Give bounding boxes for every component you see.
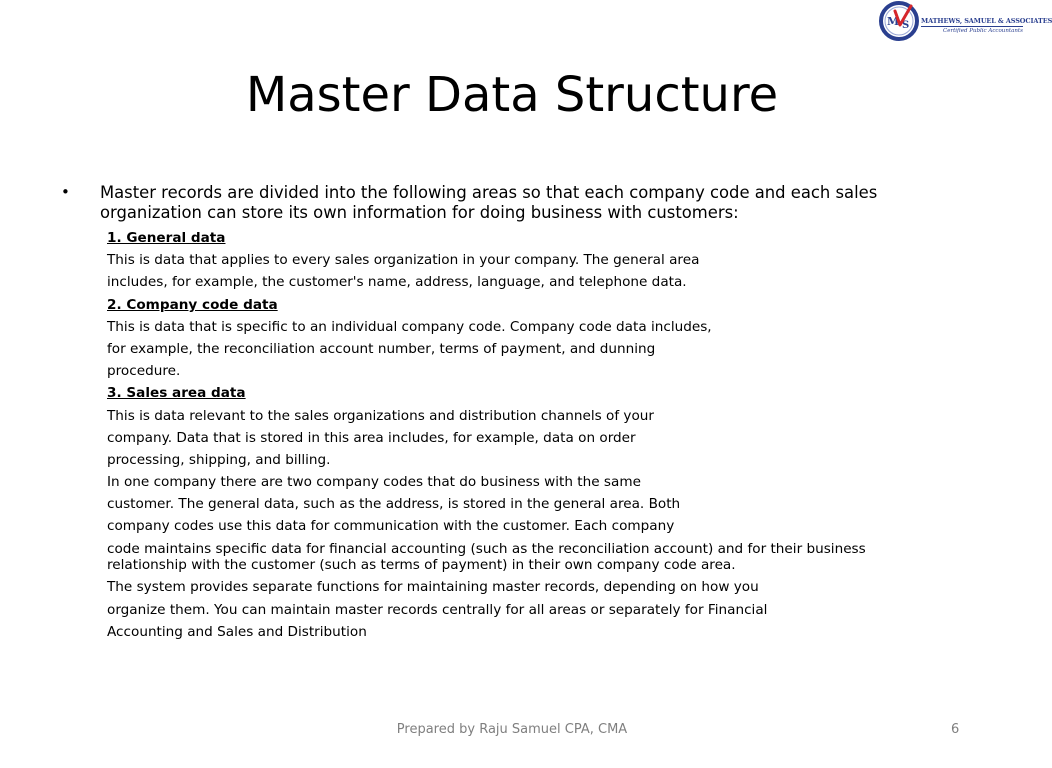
body-line: company codes use this data for communication with the customer. Each company xyxy=(107,518,675,535)
firm-logo xyxy=(877,1,1052,41)
footer-text: Prepared by Raju Samuel CPA, CMA xyxy=(396,722,628,737)
logo-firm-subtitle: Certified Public Accountants xyxy=(943,28,1023,34)
body-line: processing, shipping, and billing. xyxy=(107,451,331,468)
bullet-icon: • xyxy=(61,183,70,201)
svg-text:M: M xyxy=(887,15,900,28)
body-line: In one company there are two company codes that do business with the same xyxy=(107,474,641,491)
body-line: organize them. You can maintain master records centrally for all areas or separately for Financial xyxy=(107,601,768,618)
body-line: customer. The general data, such as the address, is stored in the general area. Both xyxy=(107,496,681,513)
section-heading-general-data: 1. General data xyxy=(107,230,226,246)
body-line: This is data that applies to every sales organization in your company. The general area xyxy=(107,252,700,269)
body-line: code maintains specific data for financial accounting (such as the reconciliation account) and for their business xyxy=(107,540,866,557)
slide-title: Master Data Structure xyxy=(245,67,779,123)
bullet-text: Master records are divided into the following areas so that each company code and each sales organization can store its own information for doing business with customers: xyxy=(100,183,878,222)
ms-monogram-icon xyxy=(877,1,921,41)
body-line: procedure. xyxy=(107,363,181,380)
section-heading-sales-area-data: 3. Sales area data xyxy=(107,385,246,402)
logo-firm-name: MATHEWS, SAMUEL & ASSOCIATES xyxy=(921,17,1052,25)
section-heading-company-code-data: 2. Company code data xyxy=(107,296,278,313)
logo-divider xyxy=(921,26,1023,27)
body-line: company. Data that is stored in this area includes, for example, data on order xyxy=(107,429,636,446)
svg-text:S: S xyxy=(902,20,910,31)
body-line: The system provides separate functions for maintaining master records, depending on how you xyxy=(107,579,759,596)
body-line: for example, the reconciliation account number, terms of payment, and dunning xyxy=(107,340,656,357)
body-line: This is data that is specific to an individual company code. Company code data includes, xyxy=(107,318,712,335)
body-line: includes, for example, the customer's name, address, language, and telephone data. xyxy=(107,274,687,291)
body-line: Accounting and Sales and Distribution xyxy=(107,623,367,640)
body-text xyxy=(107,228,987,644)
body-line: relationship with the customer (such as terms of payment) in their own company code area. xyxy=(107,557,736,574)
page-number: 6 xyxy=(951,722,960,737)
body-line: This is data relevant to the sales organizations and distribution channels of your xyxy=(107,407,655,424)
